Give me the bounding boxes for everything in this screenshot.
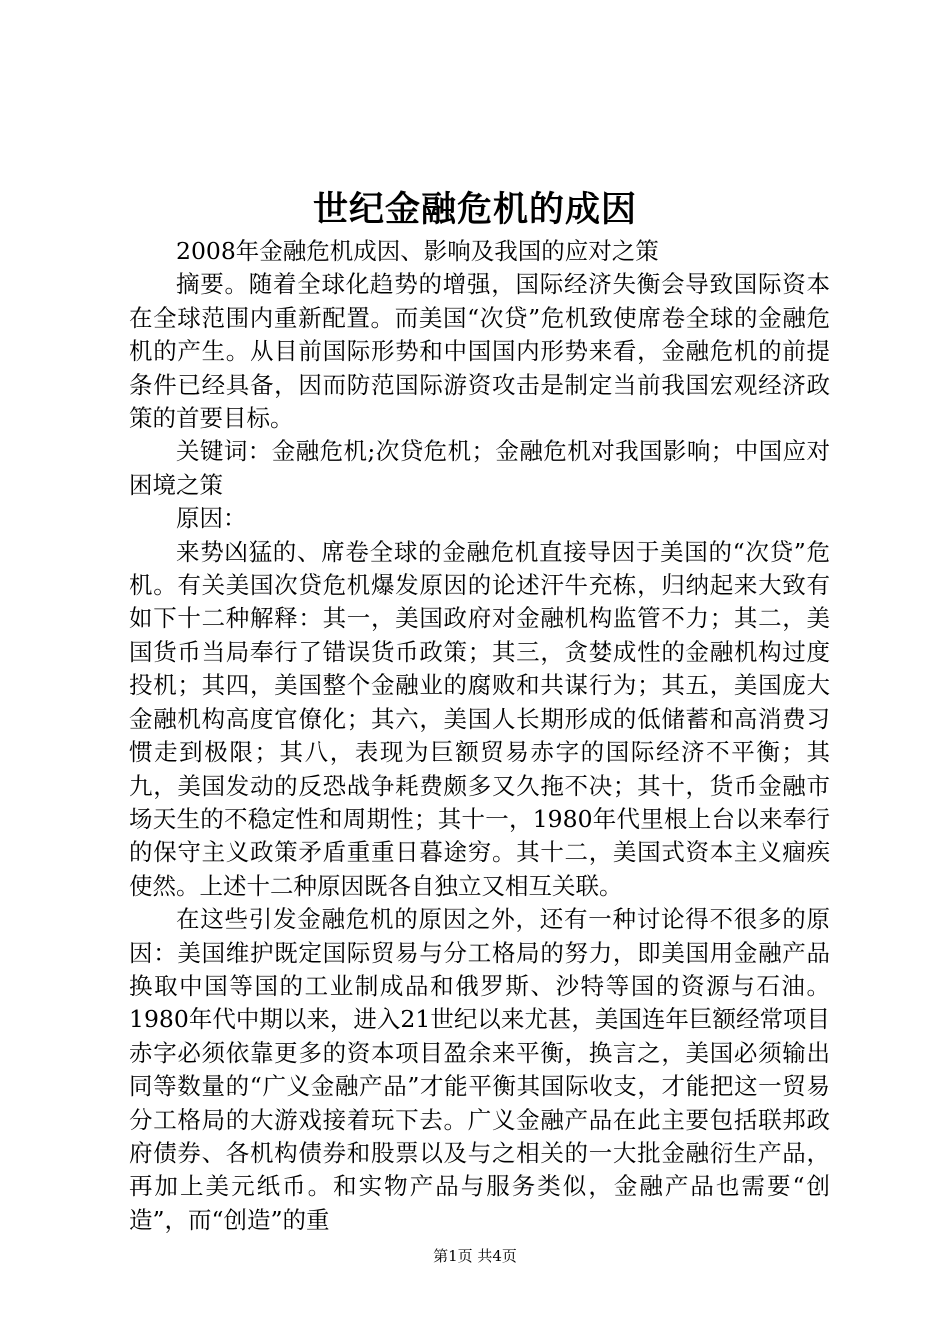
document-body — [129, 235, 830, 1237]
abstract-paragraph: 摘要。随着全球化趋势的增强，国际经济失衡会导致国际资本在全球范围内重新配置。而美国“次贷”危机致使席卷全球的金融危机的产生。从目前国际形势和中国国内形势来看，金融危机的前提条件已经具备，因而防范国际游资攻击是制定当前我国宏观经济政策的首要目标。 — [129, 270, 830, 433]
keywords-paragraph: 关键词：金融危机;次贷危机；金融危机对我国影响；中国应对困境之策 — [129, 437, 830, 499]
subtitle-paragraph: 2008年金融危机成因、影响及我国的应对之策 — [176, 237, 659, 265]
page-footer: 第1页 共4页 — [433, 1247, 517, 1265]
causes-paragraph: 来势凶猛的、席卷全球的金融危机直接导因于美国的“次贷”危机。有关美国次贷危机爆发原因的论述汗牛充栋，归纳起来大致有如下十二种解释：其一，美国政府对金融机构监管不力；其二，美国货币当局奉行了错误货币政策；其三，贪婪成性的金融机构过度投机；其四，美国整个金融业的腐败和共谋行为；其五，美国庞大金融机构高度官僚化；其六，美国人长期形成的低储蓄和高消费习惯走到极限；其八，表现为巨额贸易赤字的国际经济不平衡；其九，美国发动的反恐战争耗费颇多又久拖不决；其十，货币金融市场天生的不稳定性和周期性；其十一，1980年代里根上台以来奉行的保守主义政策矛盾重重日暮途穷。其十二，美国式资本主义痼疾使然。上述十二种原因既各自独立又相互关联。 — [129, 537, 830, 900]
document-title: 世纪金融危机的成因 — [312, 189, 637, 230]
other-causes-paragraph: 在这些引发金融危机的原因之外，还有一种讨论得不很多的原因：美国维护既定国际贸易与分工格局的努力，即美国用金融产品换取中国等国的工业制成品和俄罗斯、沙特等国的资源与石油。1980年代中期以来，进入21世纪以来尤甚，美国连年巨额经常项目赤字必须依靠更多的资本项目盈余来平衡，换言之，美国必须输出同等数量的“广义金融产品”才能平衡其国际收支，才能把这一贸易分工格局的大游戏接着玩下去。广义金融产品在此主要包括联邦政府债券、各机构债券和股票以及与之相关的一大批金融衍生产品，再加上美元纸币。和实物产品与服务类似，金融产品也需要“创造”，而“创造”的重 — [129, 905, 830, 1234]
causes-heading: 原因： — [176, 504, 247, 533]
